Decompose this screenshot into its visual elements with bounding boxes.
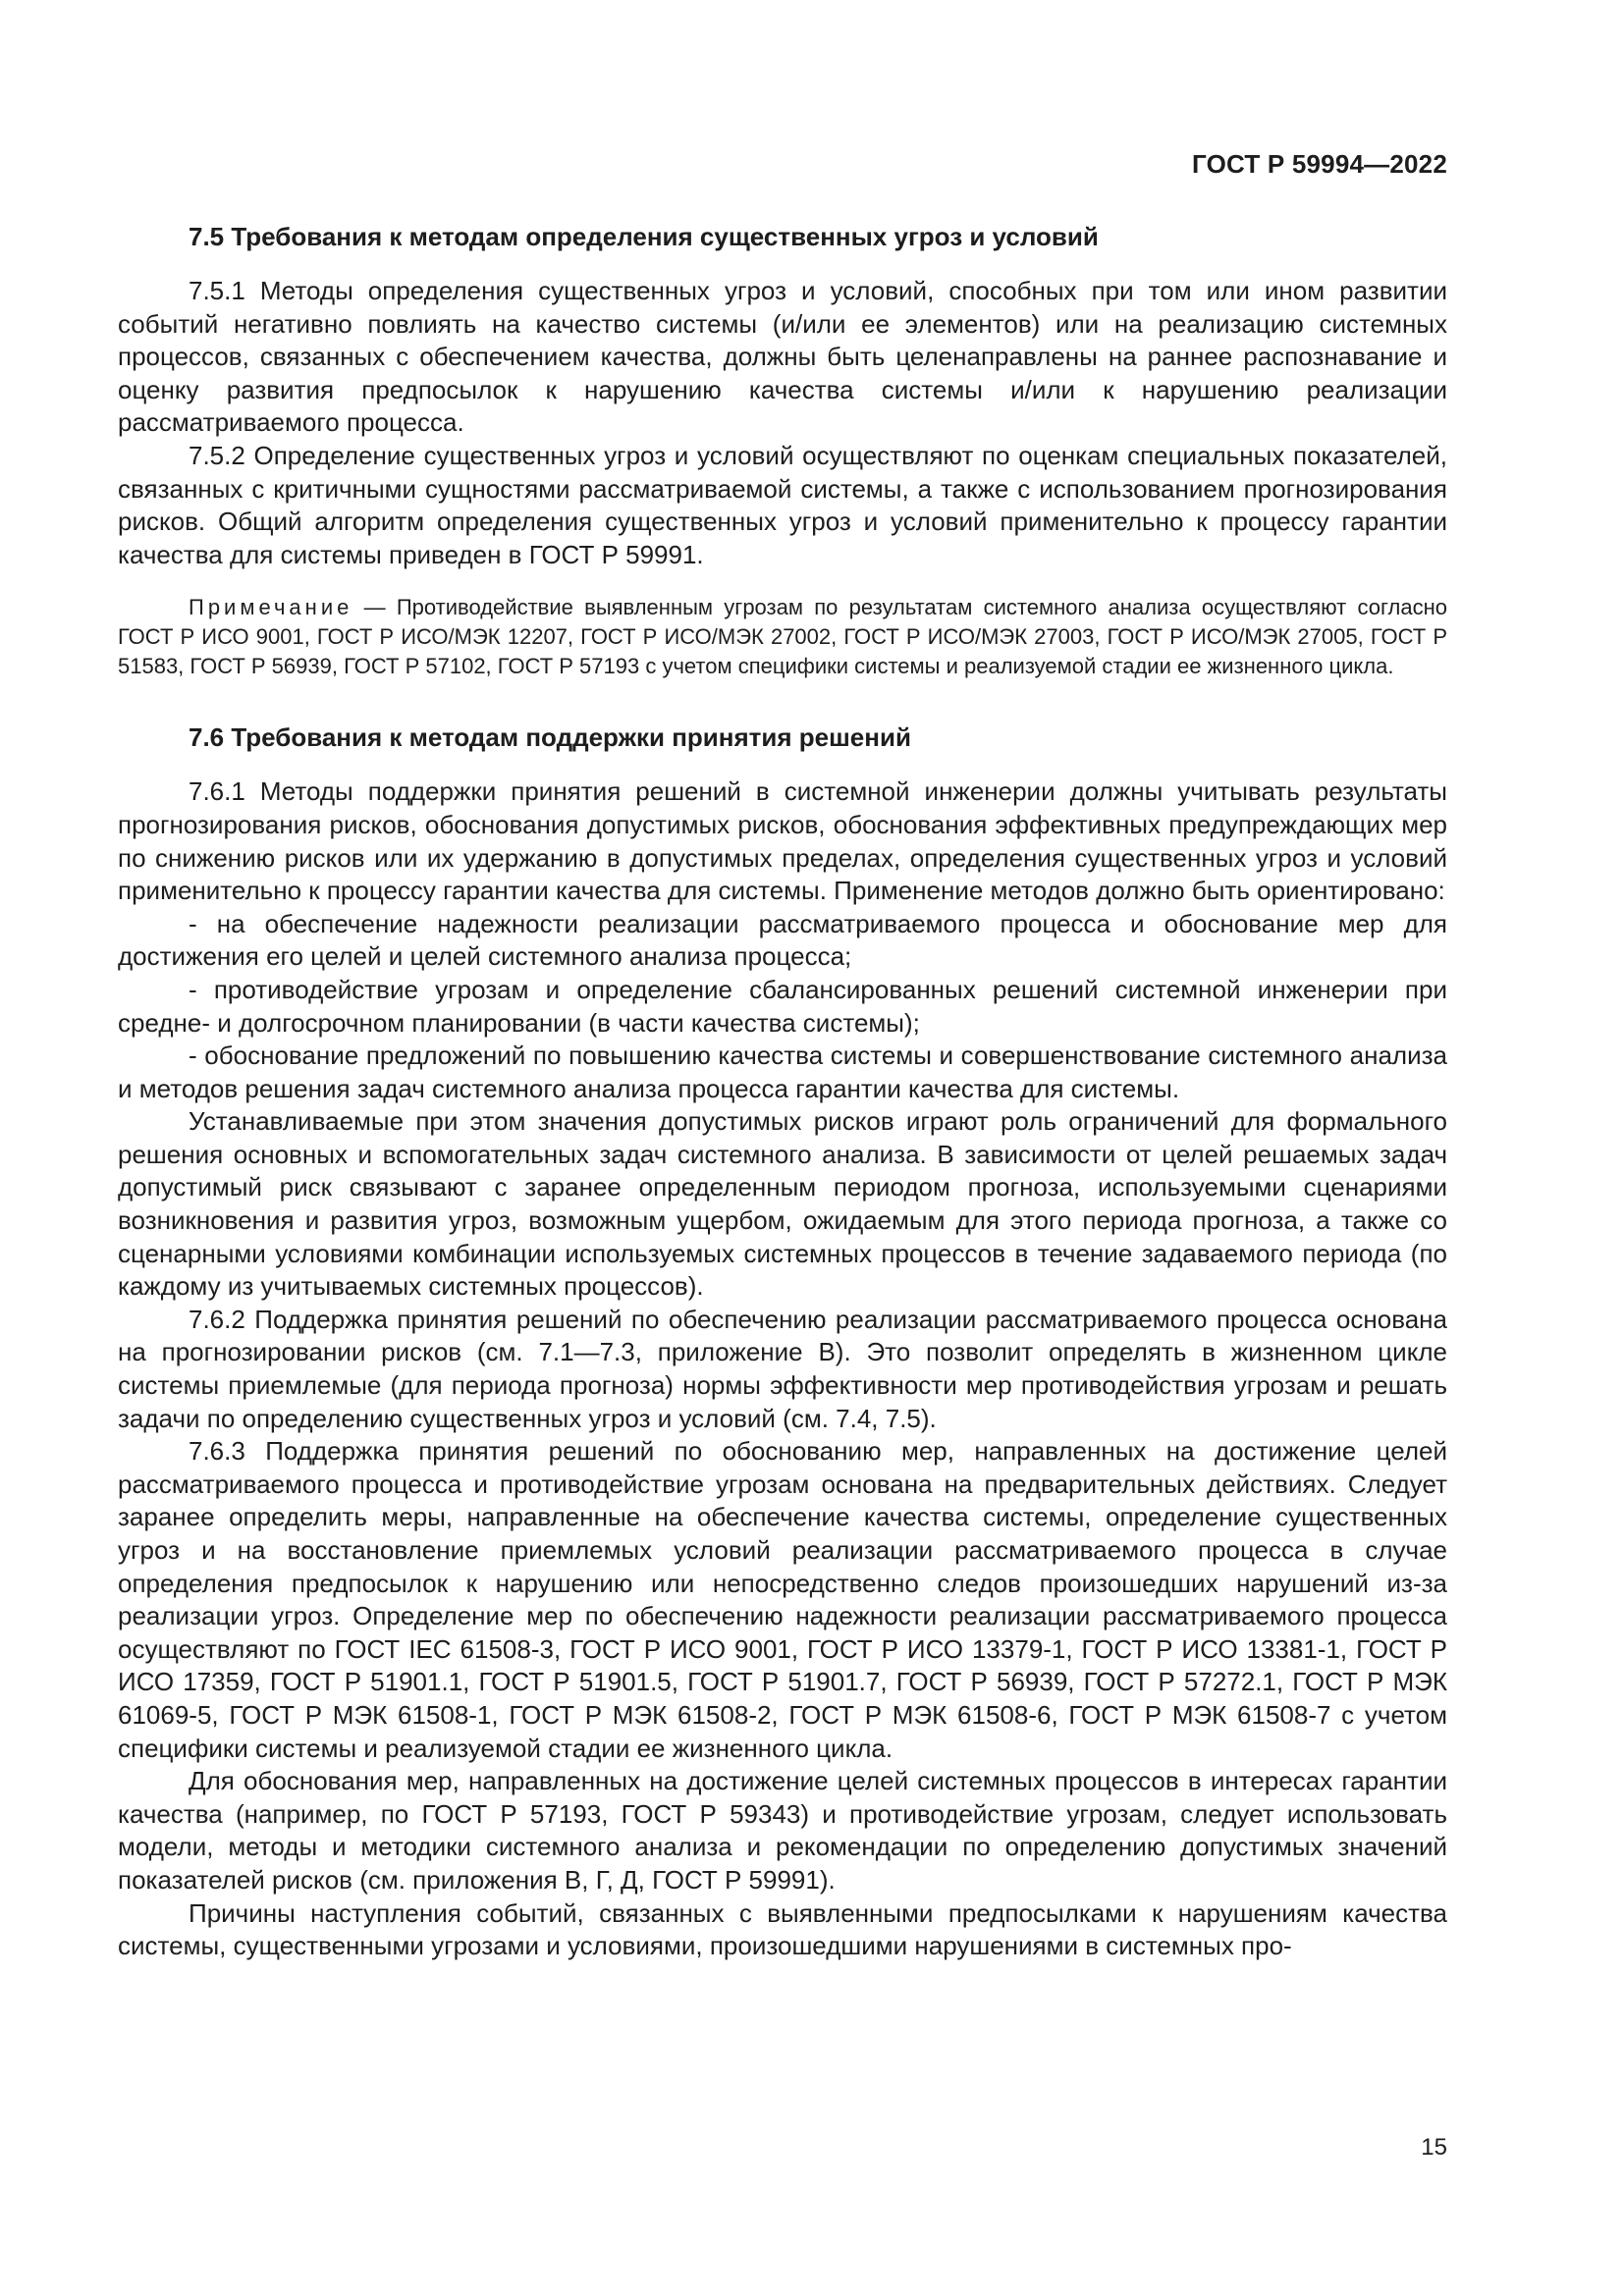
note-text: — Противодействие выявленным угрозам по результатам системного анализа осуществляют согласно ГОСТ Р ИСО 9001, ГОСТ Р ИСО/МЭК 12207, ГОСТ Р ИСО/МЭК 27002, ГОСТ Р ИСО/МЭК 27003, ГОСТ Р ИСО/МЭК 27005, ГОСТ Р 51583, ГОСТ Р 56939, ГОСТ Р 57102, ГОСТ Р 57193 с учетом специфики системы и реализуемой стадии ее жизненного цикла. <box>118 595 1447 679</box>
section-heading-7-6: 7.6 Требования к методам поддержки принятия решений <box>189 722 911 753</box>
section-heading-7-5: 7.5 Требования к методам определения существенных угроз и условий <box>189 222 1099 251</box>
paragraph-7-6-1: 7.6.1 Методы поддержки принятия решений в системной инженерии должны учитывать результаты прогнозирования рисков, обоснования допустимых рисков, обоснования эффективных предупреждающих мер по снижению рисков или их удержанию в допустимых пределах, определения существенных угроз и условий применительно к процессу гарантии качества для системы. Применение методов должно быть ориентировано: <box>118 776 1447 906</box>
paragraph-7-6-2: 7.6.2 Поддержка принятия решений по обеспечению реализации рассматриваемого процесса основана на прогнозировании рисков (см. 7.1—7.3, приложение В). Это позволит определять в жизненном цикле системы приемлемые (для периода прогноза) нормы эффективности мер противодействия угрозам и решать задачи по определению существенных угроз и условий (см. 7.4, 7.5). <box>118 1304 1447 1433</box>
paragraph-7-5-2: 7.5.2 Определение существенных угроз и условий осуществляют по оценкам специальных показателей, связанных с критичными сущностями рассматриваемой системы, а также с использованием прогнозирования рисков. Общий алгоритм определения существенных угроз и условий применительно к процессу гарантии качества для системы приведен в ГОСТ Р 59991. <box>118 440 1447 569</box>
page-body <box>118 220 1447 1963</box>
paragraph-7-6-3: 7.6.3 Поддержка принятия решений по обоснованию мер, направленных на достижение целей рассматриваемого процесса и противодействие угрозам основана на предварительных действиях. Следует заранее определить меры, направленные на обеспечение качества системы, определение существенных угроз и на восстановление приемлемых условий реализации рассматриваемого процесса в случае определения предпосылок к нарушению или непосредственно следов произошедших нарушений из-за реализации угроз. Определение мер по обеспечению надежности реализации рассматриваемого процесса осуществляют по ГОСТ IEC 61508-3, ГОСТ Р ИСО 9001, ГОСТ Р ИСО 13379-1, ГОСТ Р ИСО 13381-1, ГОСТ Р ИСО 17359, ГОСТ Р 51901.1, ГОСТ Р 51901.5, ГОСТ Р 51901.7, ГОСТ Р 56939, ГОСТ Р 57272.1, ГОСТ Р МЭК 61069-5, ГОСТ Р МЭК 61508-1, ГОСТ Р МЭК 61508-2, ГОСТ Р МЭК 61508-6, ГОСТ Р МЭК 61508-7 с учетом специфики системы и реализуемой стадии ее жизненного цикла. <box>118 1436 1447 1763</box>
page-number: 15 <box>1421 2134 1447 2161</box>
note-paragraph <box>118 593 1447 681</box>
list-item: - обоснование предложений по повышению качества системы и совершенствование системного анализа и методов решения задач системного анализа процесса гарантии качества для системы. <box>118 1041 1447 1103</box>
list-item: - на обеспечение надежности реализации рассматриваемого процесса и обоснование мер для достижения его целей и целей системного анализа процесса; <box>118 908 1447 972</box>
document-code: ГОСТ Р 59994—2022 <box>1192 149 1447 179</box>
paragraph-event-causes: Причины наступления событий, связанных с выявленными предпосылками к нарушениям качества системы, существенными угрозами и условиями, произошедшими нарушениями в системных про- <box>118 1897 1447 1961</box>
paragraph-measures-justification: Для обоснования мер, направленных на достижение целей системных процессов в интересах гарантии качества (например, по ГОСТ Р 57193, ГОСТ Р 59343) и противодействие угрозам, следует использовать модели, методы и методики системного анализа и рекомендации по определению допустимых значений показателей рисков (см. приложения В, Г, Д, ГОСТ Р 59991). <box>118 1766 1447 1895</box>
paragraph-acceptable-risks: Устанавливаемые при этом значения допустимых рисков играют роль ограничений для формального решения основных и вспомогательных задач системного анализа. В зависимости от целей решаемых задач допустимый риск связывают с заранее определенным периодом прогноза, используемыми сценариями возникновения и развития угроз, возможным ущербом, ожидаемым для этого периода прогноза, а также со сценарными условиями комбинации используемых системных процессов в течение задаваемого периода (по каждому из учитываемых системных процессов). <box>118 1106 1447 1302</box>
paragraph-7-5-1: 7.5.1 Методы определения существенных угроз и условий, способных при том или ином развитии событий негативно повлиять на качество системы (и/или ее элементов) или на реализацию системных процессов, связанных с обеспечением качества, должны быть целенаправлены на раннее распознавание и оценку развития предпосылок к нарушению качества системы и/или к нарушению реализации рассматриваемого процесса. <box>118 276 1447 438</box>
list-item: - противодействие угрозам и определение сбалансированных решений системной инженерии при средне- и долгосрочном планировании (в части качества системы); <box>118 974 1447 1038</box>
note-label: Примечание <box>189 595 353 620</box>
